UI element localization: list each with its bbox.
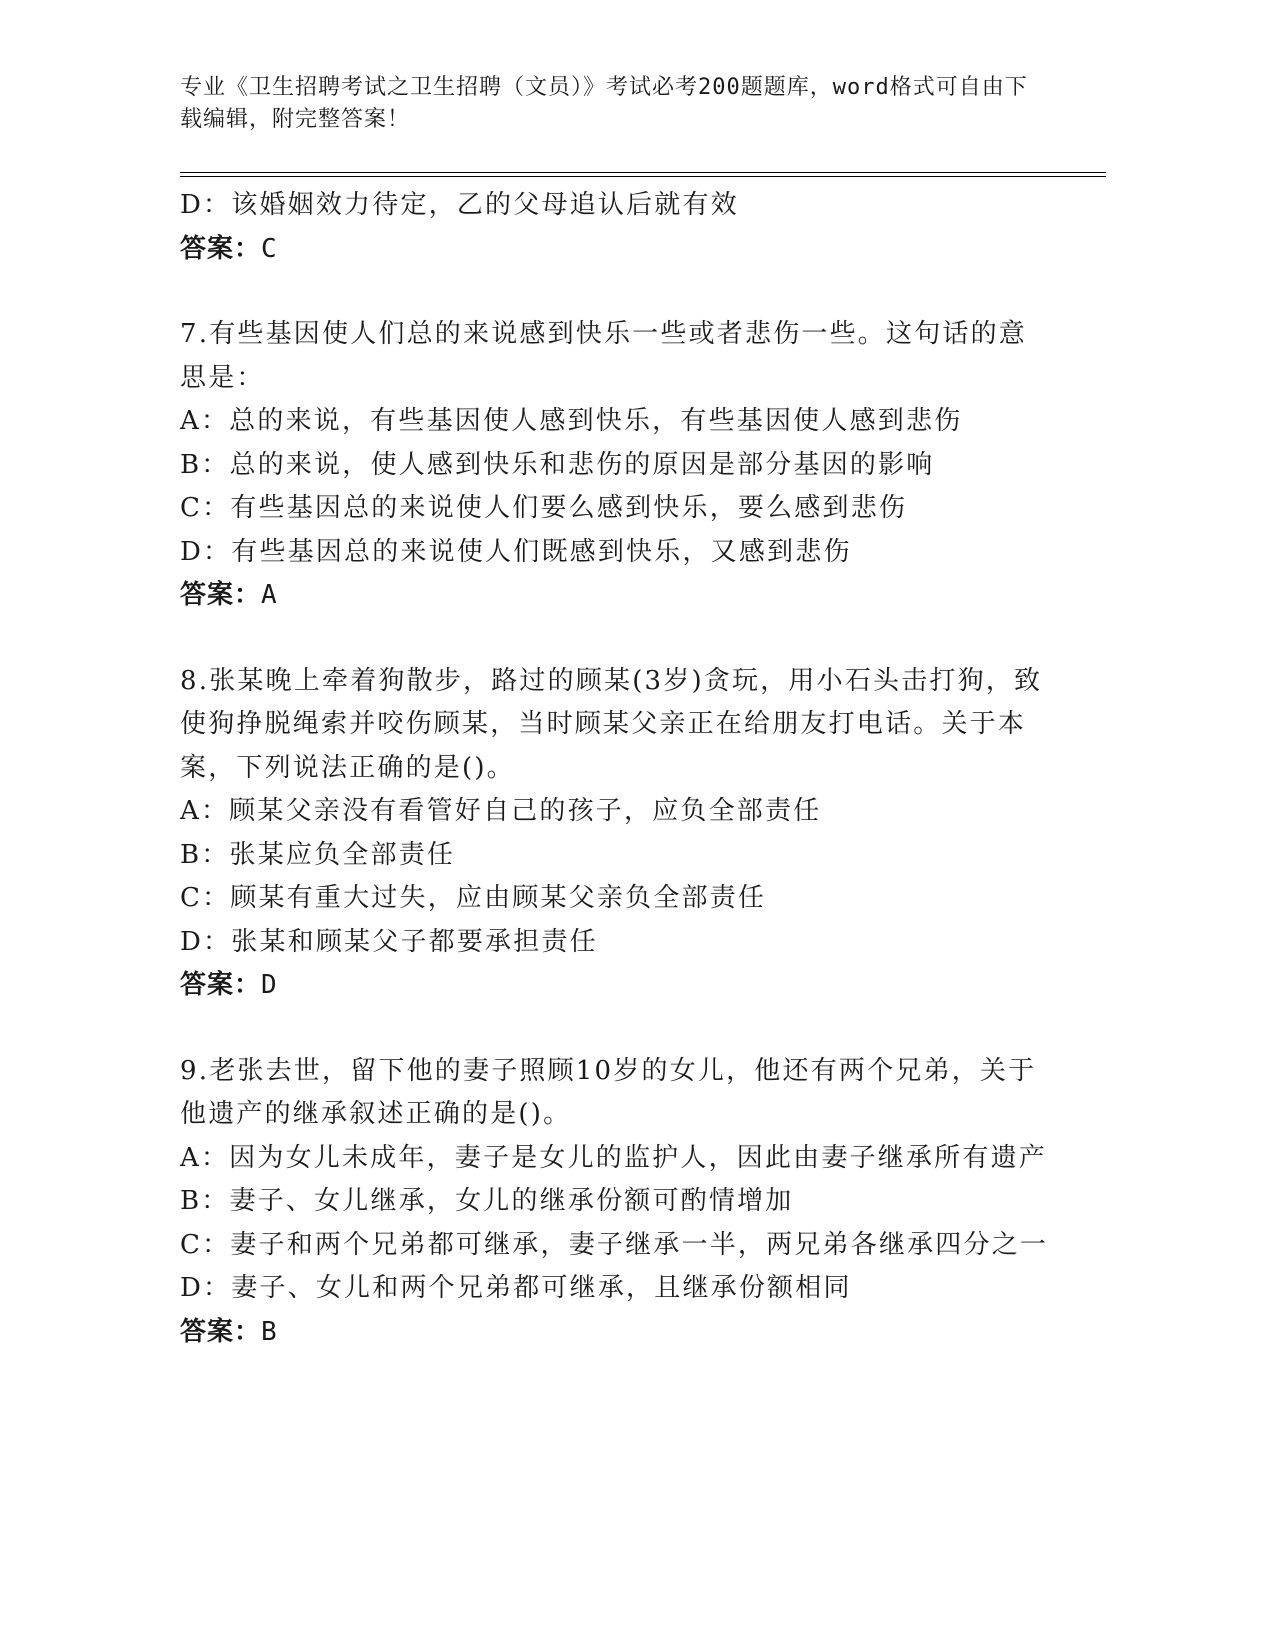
- option-c: C：有些基因总的来说使人们要么感到快乐，要么感到悲伤: [180, 493, 908, 523]
- answer-value: D: [261, 970, 278, 1000]
- document-body: [180, 184, 1060, 1354]
- option-b: B：总的来说，使人感到快乐和悲伤的原因是部分基因的影响: [180, 449, 935, 480]
- question-9: [180, 1050, 1060, 1355]
- option-d: D：有些基因总的来说使人们既感到快乐，又感到悲伤: [180, 536, 852, 567]
- question-stem-line: 9.老张去世，留下他的妻子照顾10岁的女儿，他还有两个兄弟，关于: [180, 1055, 1037, 1086]
- page-header: 专业《卫生招聘考试之卫生招聘（文员）》考试必考200题题库，word格式可自由下载编辑，附完整答案！: [180, 75, 1028, 132]
- question-stem-line: 思是：: [180, 362, 265, 393]
- answer-label: 答案：: [180, 1316, 262, 1347]
- option-b: B：张某应负全部责任: [180, 839, 456, 870]
- question-7: [180, 313, 1060, 618]
- question-stem-line: 他遗产的继承叙述正确的是()。: [180, 1099, 572, 1129]
- answer: [180, 574, 1060, 618]
- answer-label: 答案：: [180, 970, 262, 1000]
- option-b: B：妻子、女儿继承，女儿的继承份额可酌情增加: [180, 1186, 794, 1216]
- question-stem-line: 7.有些基因使人们总的来说感到快乐一些或者悲伤一些。这句话的意: [180, 319, 1028, 349]
- header-rule-double: [180, 176, 1106, 177]
- answer-label: 答案：: [180, 580, 262, 610]
- answer-value: B: [261, 1316, 278, 1347]
- option-c: C：顾某有重大过失，应由顾某父亲负全部责任: [180, 883, 767, 913]
- question-8: [180, 660, 1060, 1008]
- question-stem-line: 8.张某晚上牵着狗散步，路过的顾某(3岁)贪玩，用小石头击打狗，致: [180, 665, 1043, 696]
- answer: [180, 964, 1060, 1008]
- question-stem-line: 使狗挣脱绳索并咬伤顾某，当时顾某父亲正在给朋友打电话。关于本: [180, 709, 1027, 739]
- answer: [180, 1311, 1060, 1355]
- option-a: A：因为女儿未成年，妻子是女儿的监护人，因此由妻子继承所有遗产: [180, 1142, 1047, 1173]
- option-d: D：该婚姻效力待定，乙的父母追认后就有效: [180, 190, 739, 220]
- option-a: A：顾某父亲没有看管好自己的孩子，应负全部责任: [180, 796, 822, 826]
- answer-value: C: [261, 233, 278, 264]
- answer: [180, 228, 1060, 272]
- question-stem-line: 案，下列说法正确的是()。: [180, 752, 515, 783]
- header-rule: [180, 172, 1106, 173]
- answer-label: 答案：: [180, 233, 262, 264]
- option-a: A：总的来说，有些基因使人感到快乐，有些基因使人感到悲伤: [180, 406, 963, 436]
- option-d: D：张某和顾某父子都要承担责任: [180, 926, 598, 957]
- answer-value: A: [261, 580, 278, 610]
- option-d: D：妻子、女儿和两个兄弟都可继承，且继承份额相同: [180, 1273, 852, 1303]
- option-c: C：妻子和两个兄弟都可继承，妻子继承一半，两兄弟各继承四分之一: [180, 1229, 1049, 1260]
